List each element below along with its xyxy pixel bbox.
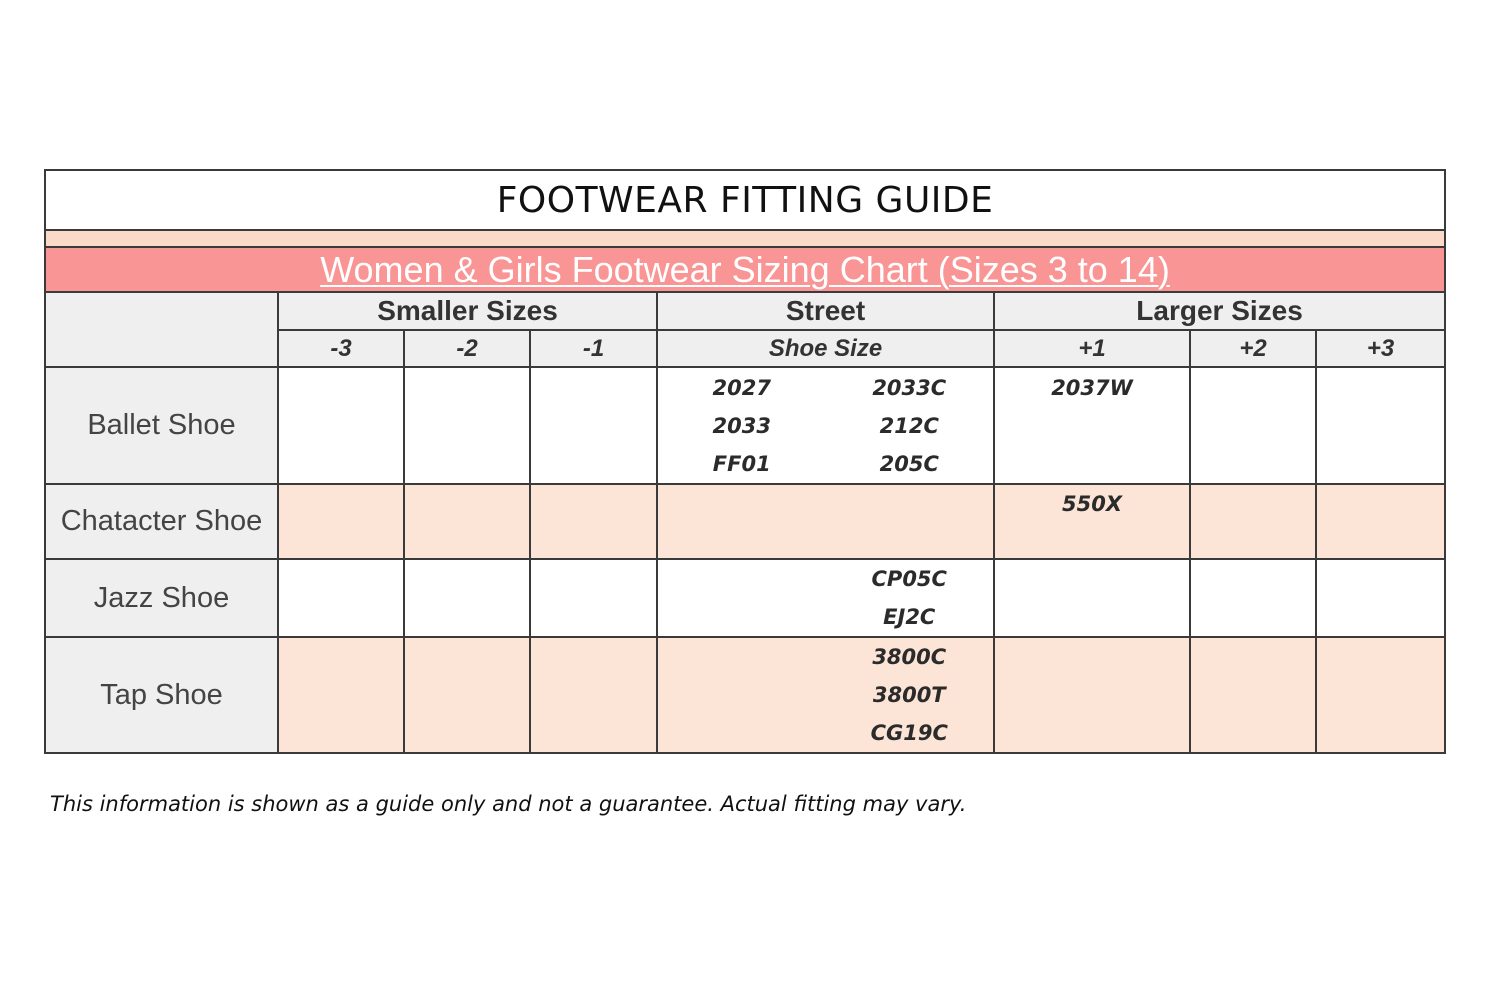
table-row [45,637,1445,753]
cell-jazz-minus-3 [278,559,404,637]
cell-ballet-minus-3 [278,367,404,484]
cell-character-minus-2 [404,484,530,559]
guide-title: FOOTWEAR FITTING GUIDE [45,170,1445,230]
cell-character-minus-1 [530,484,657,559]
size-header-plus-3: +3 [1316,330,1445,367]
ballet-code: 2033C [872,376,947,400]
row-label-ballet: Ballet Shoe [45,367,278,484]
cell-ballet-plus-2 [1190,367,1316,484]
row-label-tap: Tap Shoe [45,637,278,753]
cell-tap-plus-2 [1190,637,1316,753]
ballet-code: 205C [879,452,939,476]
ballet-code: 2033 [712,414,771,438]
ballet-code: 2027 [712,376,771,400]
table-row [45,367,1445,484]
size-header-plus-1: +1 [994,330,1190,367]
cell-character-plus-2 [1190,484,1316,559]
cell-tap-minus-3 [278,637,404,753]
table-row [45,559,1445,637]
size-header-minus-1: -1 [530,330,657,367]
size-header-minus-2: -2 [404,330,530,367]
cell-jazz-plus-3 [1316,559,1445,637]
cell-jazz-minus-1 [530,559,657,637]
cell-character-plus-1 [994,484,1190,559]
corner-cell [45,292,278,367]
cell-character-minus-3 [278,484,404,559]
jazz-code: EJ2C [883,605,936,629]
size-header-plus-2: +2 [1190,330,1316,367]
row-label-jazz: Jazz Shoe [45,559,278,637]
cell-ballet-minus-1 [530,367,657,484]
cell-jazz-minus-2 [404,559,530,637]
cell-tap-plus-1 [994,637,1190,753]
cell-ballet-street [657,367,994,484]
cell-ballet-plus-3 [1316,367,1445,484]
cell-ballet-minus-2 [404,367,530,484]
size-header-street: Shoe Size [657,330,994,367]
cell-jazz-plus-2 [1190,559,1316,637]
sizing-table [44,169,1446,754]
cell-tap-street [657,637,994,753]
tap-code: CG19C [870,721,948,745]
cell-jazz-plus-1 [994,559,1190,637]
cell-character-plus-3 [1316,484,1445,559]
size-header-minus-3: -3 [278,330,404,367]
character-code: 550X [1061,492,1123,516]
tap-code: 3800C [872,645,947,669]
cell-ballet-plus-1 [994,367,1190,484]
cell-tap-minus-2 [404,637,530,753]
cell-tap-minus-1 [530,637,657,753]
jazz-code: CP05C [871,567,947,591]
ballet-code: 2037W [1051,376,1133,400]
table-row [45,484,1445,559]
ballet-code: 212C [879,414,939,438]
disclaimer-note: This information is shown as a guide only and not a guarantee. Actual fitting may vary. [50,792,967,816]
cell-character-street [657,484,994,559]
group-street: Street [657,292,994,330]
group-smaller-sizes: Smaller Sizes [278,292,657,330]
cell-tap-plus-3 [1316,637,1445,753]
tap-code: 3800T [872,683,946,707]
group-larger-sizes: Larger Sizes [994,292,1445,330]
cell-jazz-street [657,559,994,637]
ballet-code: FF01 [712,452,771,476]
chart-subtitle: Women & Girls Footwear Sizing Chart (Sizes 3 to 14) [45,247,1445,292]
row-label-character: Chatacter Shoe [45,484,278,559]
spacer-band [45,230,1445,247]
